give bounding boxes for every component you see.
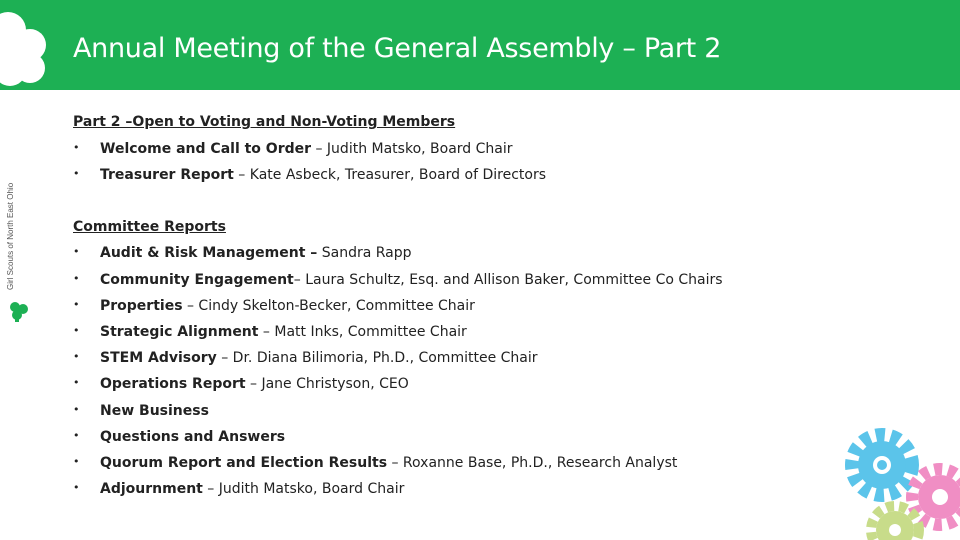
agenda-item-title: Properties [100,298,183,314]
agenda-item-title: New Business [100,403,209,419]
bullet: • [73,350,80,363]
bullet: • [73,324,80,337]
bullet: • [73,141,80,154]
bullet: • [73,298,80,311]
agenda-item-detail: – Kate Asbeck, Treasurer, Board of Directors [233,167,546,183]
bullet: • [73,167,80,180]
agenda-item-title: STEM Advisory [100,350,217,366]
gears-decoration-icon [840,425,960,540]
agenda-item-detail: – Cindy Skelton-Becker, Committee Chair [182,298,475,314]
agenda-item-detail: – Laura Schultz, Esq. and Allison Baker, Committee Co Chairs [293,272,723,288]
agenda-item-detail: – Dr. Diana Bilimoria, Ph.D., Committee Chair [216,350,538,366]
agenda-item-detail: – Roxanne Base, Ph.D., Research Analyst [387,455,678,471]
blue-gear-icon [852,435,912,495]
committee-heading: Committee Reports [73,219,226,235]
agenda-item-detail: – Judith Matsko, Board Chair [311,141,513,157]
agenda-item-title: Community Engagement [100,272,294,288]
bullet: • [73,245,80,258]
agenda-item-title: Operations Report [100,376,246,392]
small-trefoil-icon [9,301,29,323]
agenda-item-title: Questions and Answers [100,429,286,445]
trefoil-logo-icon [0,10,50,90]
title-bar [0,0,960,90]
bullet: • [73,403,80,416]
agenda-item-title: Adjournment [100,481,203,497]
agenda-item-title: Welcome and Call to Order [100,141,312,157]
agenda-item-detail: – Matt Inks, Committee Chair [258,324,467,340]
agenda-item-title: Treasurer Report [100,167,234,183]
bullet: • [73,429,80,442]
bullet: • [73,455,80,468]
page-title: Annual Meeting of the General Assembly – Part 2 [73,33,722,64]
organization-vertical-label: Girl Scouts of North East Ohio [6,182,15,290]
bullet: • [73,272,80,285]
agenda-item-detail: Sandra Rapp [317,245,412,261]
agenda-item-title: Strategic Alignment [100,324,259,340]
agenda-item-title: Quorum Report and Election Results [100,455,388,471]
part2-heading: Part 2 –Open to Voting and Non-Voting Members [73,114,456,130]
bullet: • [73,376,80,389]
agenda-item-detail: – Jane Christyson, CEO [245,376,409,392]
agenda-item-detail: – Judith Matsko, Board Chair [202,481,405,497]
bullet: • [73,481,80,494]
agenda-item-title: Audit & Risk Management – [100,245,318,261]
